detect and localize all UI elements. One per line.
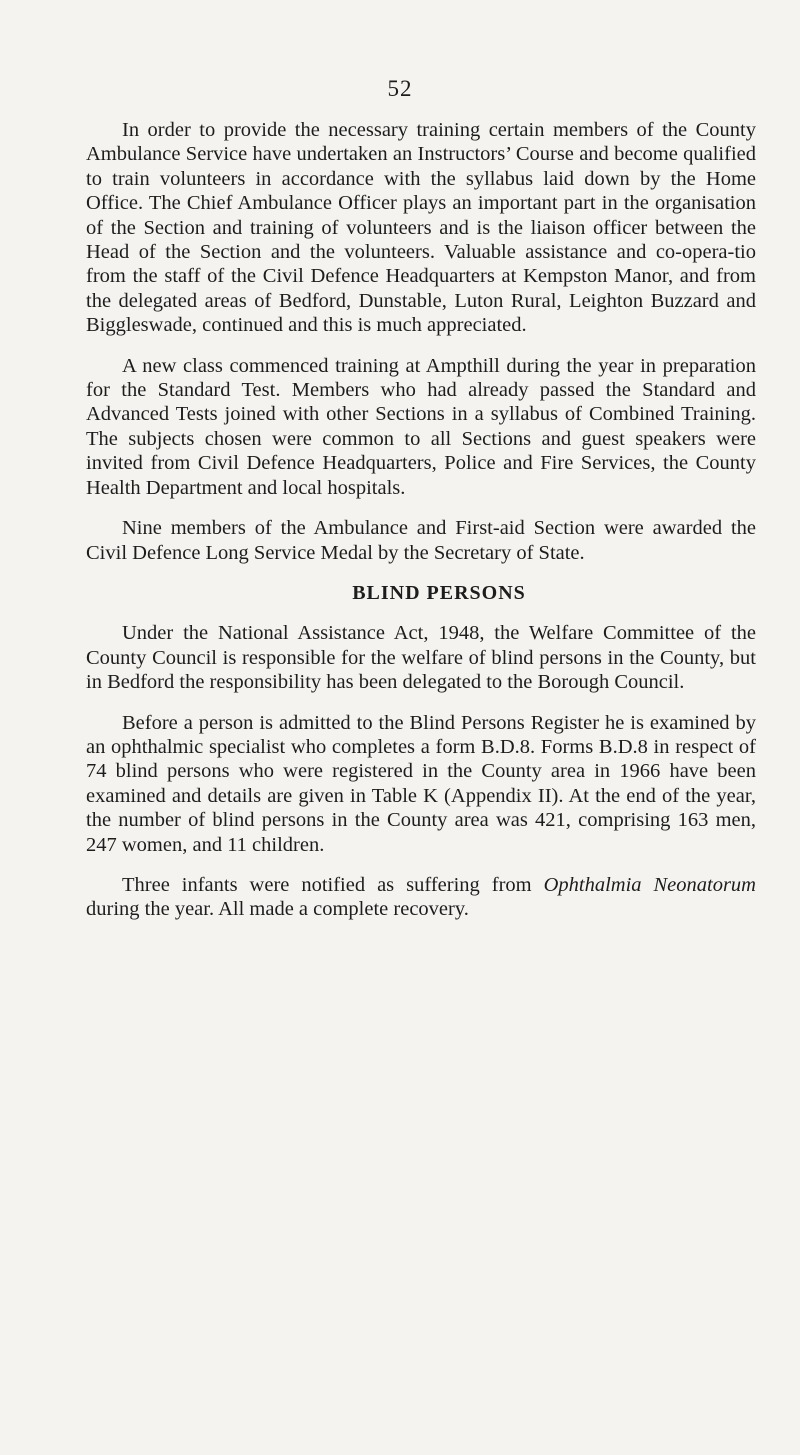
paragraph-ambulance-training: In order to provide the necessary training certain members of the County Ambulance Service have undertaken an Instructors’ Course and become qualified to train volunteers in accordance with the syllabus laid down by the Home Office. The Chief Ambulance Officer plays an important part in the organisation of the Section and training of volunteers and is the liaison officer between the Head of the Section and the volunteers. Valuable assistance and co-opera-tio from the staff of the Civil Defence Headquarters at Kempston Manor, and from the delegated areas of Bedford, Dunstable, Luton Rural, Leighton Buzzard and Biggleswade, continued and this is much appreciated. <box>86 119 756 337</box>
ophthalmia-text-after: during the year. All made a complete recovery. <box>86 898 469 921</box>
page-number: 52 <box>387 76 413 101</box>
paragraph-long-service-medal: Nine members of the Ambulance and First-aid Section were awarded the Civil Defence Long Service Medal by the Secretary of State. <box>86 517 756 564</box>
paragraph-new-class: A new class commenced training at Ampthill during the year in preparation for the Standard Test. Members who had already passed the Standard and Advanced Tests joined with other Sections in a syllabus of Combined Training. The subjects chosen were common to all Sections and guest speakers were invited from Civil Defence Headquarters, Police and Fire Services, the County Health Department and local hospitals. <box>86 354 756 499</box>
body-text <box>86 118 756 938</box>
paragraph-ophthalmia <box>86 873 756 922</box>
ophthalmia-term: Ophthalmia Neonatorum <box>543 873 756 896</box>
section-heading: BLIND PERSONS <box>352 581 526 604</box>
ophthalmia-text-before: Three infants were notified as suffering from <box>122 873 544 896</box>
paragraph-national-assistance-act: Under the National Assistance Act, 1948, the Welfare Committee of the County Council is responsible for the welfare of blind persons in the County, but in Bedford the responsibility has been delegated to the Borough Council. <box>86 622 756 694</box>
paragraph-blind-register: Before a person is admitted to the Blind Persons Register he is examined by an ophthalmic specialist who completes a form B.D.8. Forms B.D.8 in respect of 74 blind persons who were registered in the County area in 1966 have been examined and details are given in Table K (Appendix II). At the end of the year, the number of blind persons in the County area was 421, comprising 163 men, 247 women, and 11 children. <box>86 711 756 856</box>
